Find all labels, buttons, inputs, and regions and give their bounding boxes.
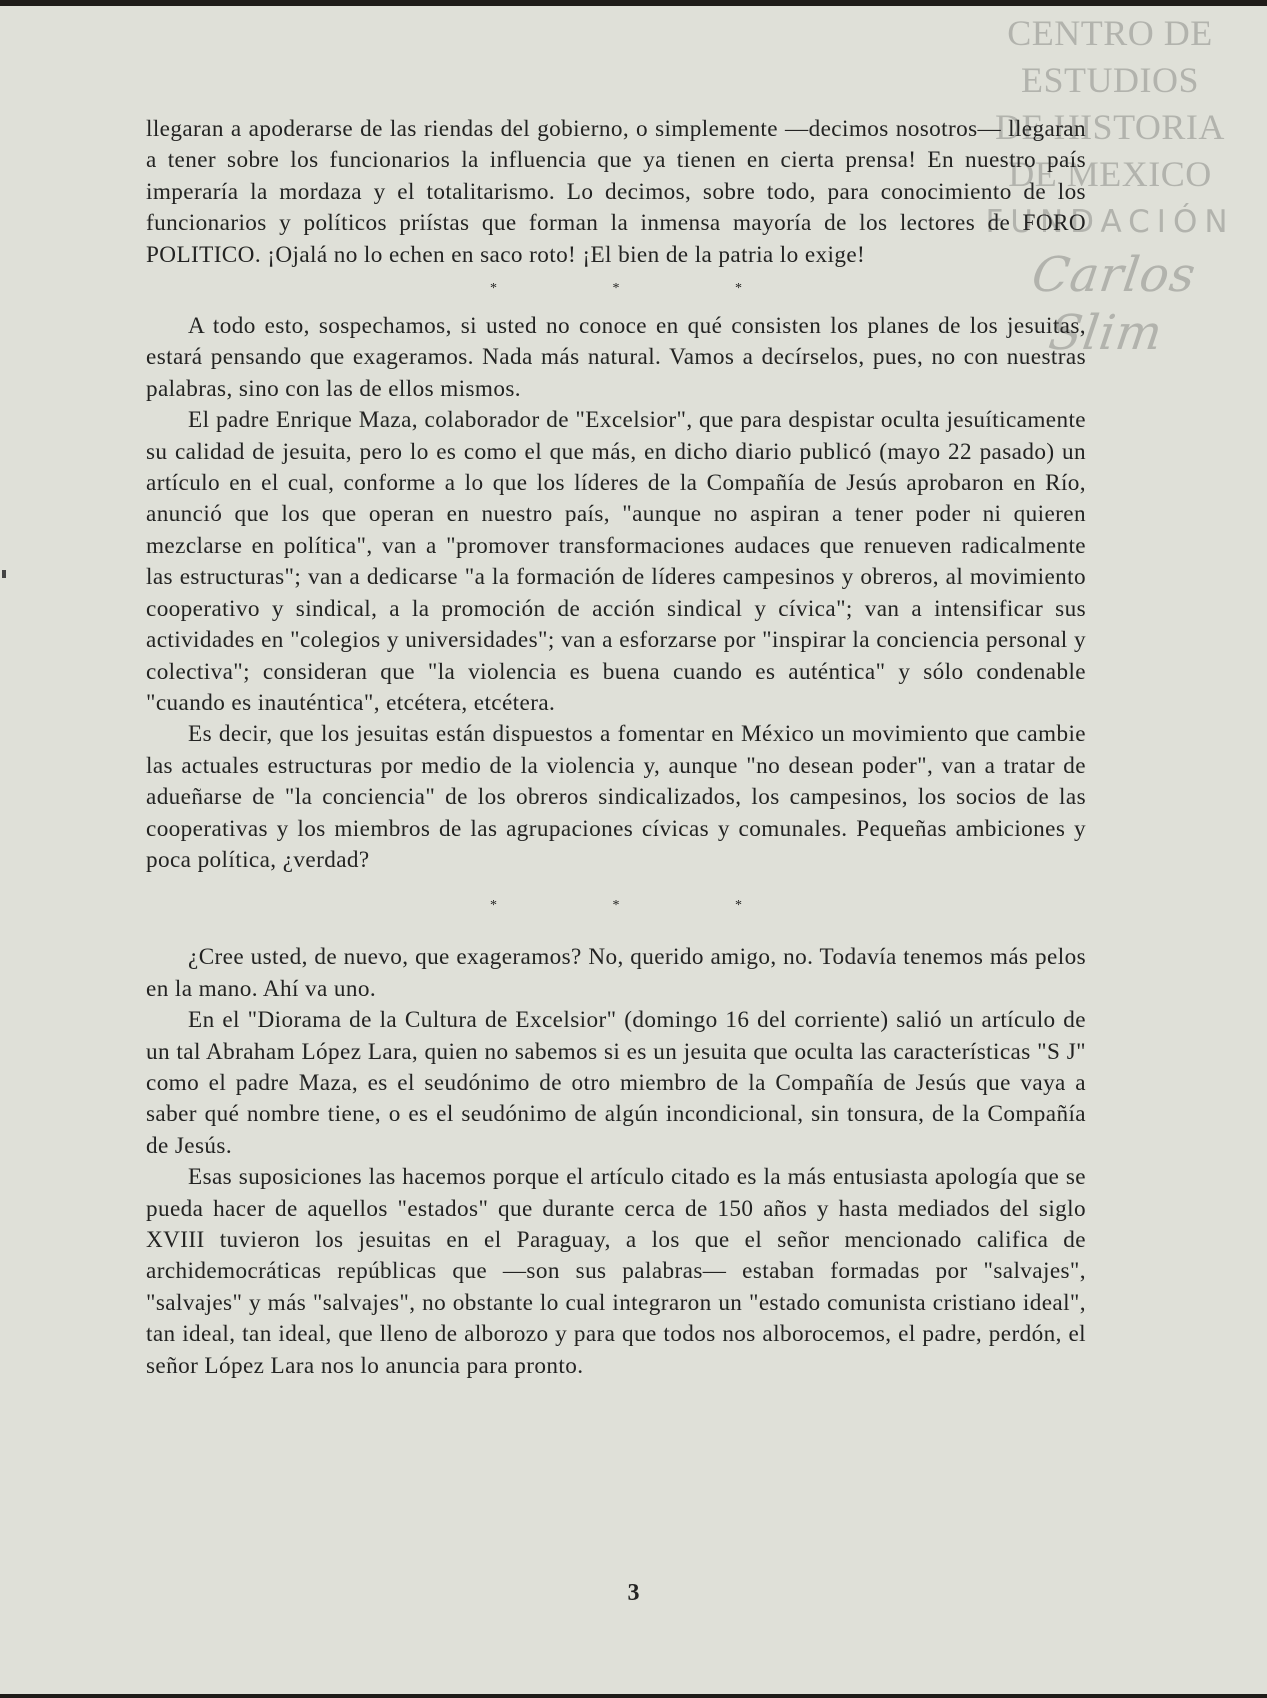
watermark-line-1: CENTRO DE [1007,13,1213,53]
article-body [146,114,1086,1382]
paragraph-7: Esas suposiciones las hacemos porque el artículo citado es la más entusiasta apología que se pueda hacer de aquellos "estados" que durante cerca de 150 años y hasta mediados del siglo XVIII tuvieron los jesuitas en el Paraguay, a los que el señor mencionado califica de archidemocráticas repúblicas que —son sus palabras— estaban formadas por "salvajes", "salvajes" y más "salvajes", no obstante lo cual integraron un "estado comunista cristiano ideal", tan ideal, tan ideal, que lleno de alborozo y para que todos nos alborocemos, el padre, perdón, el señor López Lara nos lo anuncia para pronto. [146,1164,1086,1379]
paragraph-4: Es decir, que los jesuitas están dispuestos a fomentar en México un movimiento que cambie las actuales estructuras por medio de la violencia y, aunque "no desean poder", van a tratar de adueñarse de "la conciencia" de los obreros sindicalizados, los campesinos, los socios de las cooperativas y los miembros de las agrupaciones cívicas y comunales. Pequeñas ambiciones y poca política, ¿verdad? [146,721,1086,873]
watermark-fundacion: FUNDACIÓN [985,204,1235,240]
watermark-line-3: DE HISTORIA [995,107,1225,147]
watermark-signature: Carlos Slim [1028,247,1200,361]
paragraph-6: En el "Diorama de la Cultura de Excelsior" (domingo 16 del corriente) salió un artículo de un tal Abraham López Lara, quien no sabemos si es un jesuita que oculta las características "S J" como el padre Maza, es el seudónimo de otro miembro de la Compañía de Jesús que vaya a saber qué nombre tiene, o es el seudónimo de algún incondicional, sin tonsura, de la Compañía de Jesús. [146,1007,1086,1159]
paragraph-1: llegaran a apoderarse de las riendas del gobierno, o simplemente —decimos nosotros— llegaran a tener sobre los funcionarios la influencia que ya tienen en cierta prensa! En nuestro país imperaría la mordaza y el totalitarismo. Lo decimos, sobre todo, para conocimiento de los funcionarios y políticos priístas que forman la inmensa mayoría de los lectores de FORO POLITICO. ¡Ojalá no lo echen en saco roto! ¡El bien de la patria lo exige! [146,116,1086,268]
watermark-line-2: ESTUDIOS [1020,60,1199,100]
paragraph-5: ¿Cree usted, de nuevo, que exageramos? No, querido amigo, no. Todavía tenemos más pelos en la mano. Ahí va uno. [146,944,1086,1002]
scan-edge-mark [2,570,6,578]
section-separator-2: * * * [490,898,798,914]
watermark-line-4: DE MEXICO [1008,154,1212,194]
section-separator-1: * * * [490,281,798,297]
paragraph-3: El padre Enrique Maza, colaborador de "Excelsior", que para despistar oculta jesuíticamente su calidad de jesuita, pero lo es como el que más, en dicho diario publicó (mayo 22 pasado) un artículo en el cual, conforme a lo que los líderes de la Compañía de Jesús aprobaron en Río, anunció que los que operan en nuestro país, "aunque no aspiran a tener poder ni quieren mezclarse en política", van a "promover transformaciones audaces que renueven radicalmente las estructuras"; van a dedicarse "a la formación de líderes campesinos y obreros, al movimiento cooperativo y sindical, a la promoción de acción sindical y cívica"; van a intensificar sus actividades en "colegios y universidades"; van a esforzarse por "inspirar la conciencia personal y colectiva"; consideran que "la violencia es buena cuando es auténtica" y sólo condenable "cuando es inauténtica", etcétera, etcétera. [146,407,1086,716]
page-number: 3 [627,1580,640,1606]
paragraph-2: A todo esto, sospechamos, si usted no conoce en qué consisten los planes de los jesuitas, estará pensando que exageramos. Nada más natural. Vamos a decírselos, pues, no con nuestras palabras, sino con las de ellos mismos. [146,313,1086,402]
